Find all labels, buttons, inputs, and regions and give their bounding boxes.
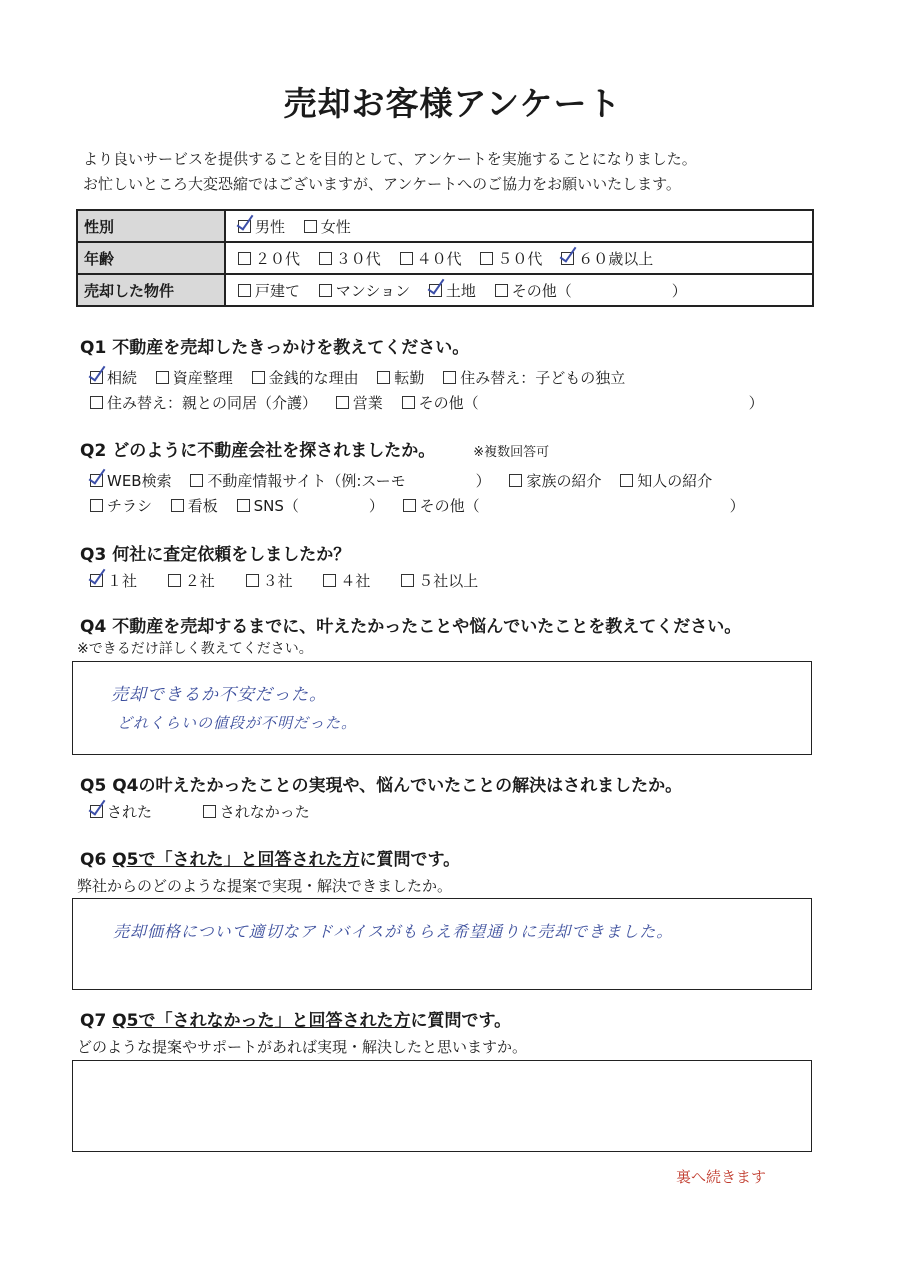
property-label: 売却した物件: [77, 274, 225, 306]
q2-option-acquaintance[interactable]: 知人の紹介: [620, 470, 712, 491]
checkbox-icon[interactable]: [246, 574, 259, 587]
q1-question: Q1 不動産を売却したきっかけを教えてください。: [80, 338, 470, 358]
q3-question: Q3 何社に査定依頼をしましたか？: [80, 545, 351, 565]
q3-option-3[interactable]: ３社: [246, 570, 293, 591]
q2-option-portal[interactable]: 不動産情報サイト（例:スーモ ）: [190, 470, 490, 491]
checkbox-icon[interactable]: [319, 284, 332, 297]
checkbox-icon[interactable]: [90, 574, 103, 587]
q4-answer-line-2: どれくらいの値段が不明だった。: [117, 714, 358, 732]
q1-options-row-2: [90, 392, 778, 413]
property-option-other[interactable]: その他（ ）: [495, 280, 687, 301]
checkbox-icon[interactable]: [429, 284, 442, 297]
q6-answer-box[interactable]: [72, 898, 812, 990]
q2-options-row-1: [90, 470, 726, 491]
checkbox-icon[interactable]: [561, 252, 574, 265]
q1-option-other[interactable]: その他（ ）: [402, 392, 764, 413]
checkbox-icon[interactable]: [319, 252, 332, 265]
checkbox-icon[interactable]: [304, 220, 317, 233]
gender-row: [77, 210, 813, 242]
checkbox-icon[interactable]: [238, 252, 251, 265]
checkbox-icon[interactable]: [509, 474, 522, 487]
q4-answer-box[interactable]: [72, 661, 812, 755]
checkbox-icon[interactable]: [90, 499, 103, 512]
checkbox-icon[interactable]: [238, 220, 251, 233]
gender-option-male[interactable]: 男性: [238, 216, 285, 237]
q5-option-no[interactable]: されなかった: [203, 801, 310, 822]
checkbox-icon[interactable]: [237, 499, 250, 512]
q2-option-family[interactable]: 家族の紹介: [509, 470, 601, 491]
q2-option-signboard[interactable]: 看板: [171, 495, 218, 516]
property-row: [77, 274, 813, 306]
q6-subtext: 弊社からのどのような提案で実現・解決できましたか。: [77, 877, 453, 895]
q1-option-transfer[interactable]: 転勤: [377, 367, 424, 388]
checkbox-icon[interactable]: [190, 474, 203, 487]
continue-on-back-note: 裏へ続きます: [676, 1168, 767, 1186]
q7-answer-box[interactable]: [72, 1060, 812, 1152]
q3-option-5plus[interactable]: ５社以上: [401, 570, 478, 591]
age-row: [77, 242, 813, 274]
checkbox-icon[interactable]: [171, 499, 184, 512]
age-label: 年齢: [77, 242, 225, 274]
q6-answer-text: 売却価格について適切なアドバイスがもらえ希望通りに売却できました。: [113, 922, 674, 941]
checkbox-icon[interactable]: [156, 371, 169, 384]
checkbox-icon[interactable]: [403, 499, 416, 512]
checkbox-icon[interactable]: [90, 371, 103, 384]
checkbox-icon[interactable]: [90, 805, 103, 818]
q7-subtext: どのような提案やサポートがあれば実現・解決したと思いますか。: [77, 1038, 528, 1056]
intro-line-1: より良いサービスを提供することを目的として、アンケートを実施することになりました。: [83, 150, 697, 168]
checkbox-icon[interactable]: [400, 252, 413, 265]
checkbox-icon[interactable]: [252, 371, 265, 384]
q1-option-financial[interactable]: 金銭的な理由: [252, 367, 359, 388]
checkbox-icon[interactable]: [443, 371, 456, 384]
q1-options-row-1: [90, 367, 639, 388]
page-title: 売却お客様アンケート: [283, 84, 622, 123]
q1-option-inheritance[interactable]: 相続: [90, 367, 137, 388]
q4-answer-line-1: 売却できるか不安だった。: [111, 685, 327, 705]
age-option-30s[interactable]: ３０代: [319, 248, 381, 269]
checkbox-icon[interactable]: [377, 371, 390, 384]
checkbox-icon[interactable]: [168, 574, 181, 587]
q5-options: [90, 801, 324, 822]
checkbox-icon[interactable]: [203, 805, 216, 818]
respondent-info-table: [76, 209, 814, 307]
q2-option-flyer[interactable]: チラシ: [90, 495, 152, 516]
q5-question: Q5 Q4の叶えたかったことの実現や、悩んでいたことの解決はされましたか。: [80, 776, 683, 796]
checkbox-icon[interactable]: [495, 284, 508, 297]
checkbox-icon[interactable]: [238, 284, 251, 297]
q3-option-4[interactable]: ４社: [323, 570, 370, 591]
property-option-land[interactable]: 土地: [429, 280, 476, 301]
q2-note: ※複数回答可: [473, 445, 550, 460]
q1-option-move-parent[interactable]: 住み替え：親との同居（介護）: [90, 392, 317, 413]
q5-option-yes[interactable]: された: [90, 801, 152, 822]
q6-question: Q6 Q5で「された」と回答された方に質問です。: [80, 850, 461, 870]
q2-option-other[interactable]: その他（ ）: [403, 495, 745, 516]
q4-note: ※できるだけ詳しく教えてください。: [77, 641, 313, 657]
q3-option-1[interactable]: １社: [90, 570, 137, 591]
checkbox-icon[interactable]: [90, 474, 103, 487]
q1-option-move-child[interactable]: 住み替え：子どもの独立: [443, 367, 625, 388]
q4-question: Q4 不動産を売却するまでに、叶えたかったことや悩んでいたことを教えてください。: [80, 617, 742, 637]
q2-question: Q2 どのように不動産会社を探されましたか。 ※複数回答可: [80, 441, 550, 461]
checkbox-icon[interactable]: [402, 396, 415, 409]
q2-option-web[interactable]: WEB検索: [90, 470, 172, 491]
age-option-60plus[interactable]: ６０歳以上: [561, 248, 653, 269]
gender-label: 性別: [77, 210, 225, 242]
q1-option-asset[interactable]: 資産整理: [156, 367, 233, 388]
q3-options: [90, 570, 492, 591]
checkbox-icon[interactable]: [401, 574, 414, 587]
q7-question: Q7 Q5で「されなかった」と回答された方に質問です。: [80, 1011, 512, 1031]
gender-option-female[interactable]: 女性: [304, 216, 351, 237]
q3-option-2[interactable]: ２社: [168, 570, 215, 591]
intro-line-2: お忙しいところ大変恐縮ではございますが、アンケートへのご協力をお願いいたします。: [83, 175, 681, 193]
age-option-20s[interactable]: ２０代: [238, 248, 300, 269]
age-option-50s[interactable]: ５０代: [480, 248, 542, 269]
property-option-mansion[interactable]: マンション: [319, 280, 410, 301]
property-option-house[interactable]: 戸建て: [238, 280, 300, 301]
q2-option-sns[interactable]: SNS（ ）: [237, 495, 384, 516]
checkbox-icon[interactable]: [620, 474, 633, 487]
checkbox-icon[interactable]: [90, 396, 103, 409]
checkbox-icon[interactable]: [480, 252, 493, 265]
checkbox-icon[interactable]: [323, 574, 336, 587]
q2-options-row-2: [90, 495, 759, 516]
age-option-40s[interactable]: ４０代: [400, 248, 462, 269]
checkbox-icon[interactable]: [336, 396, 349, 409]
q1-option-sales[interactable]: 営業: [336, 392, 383, 413]
